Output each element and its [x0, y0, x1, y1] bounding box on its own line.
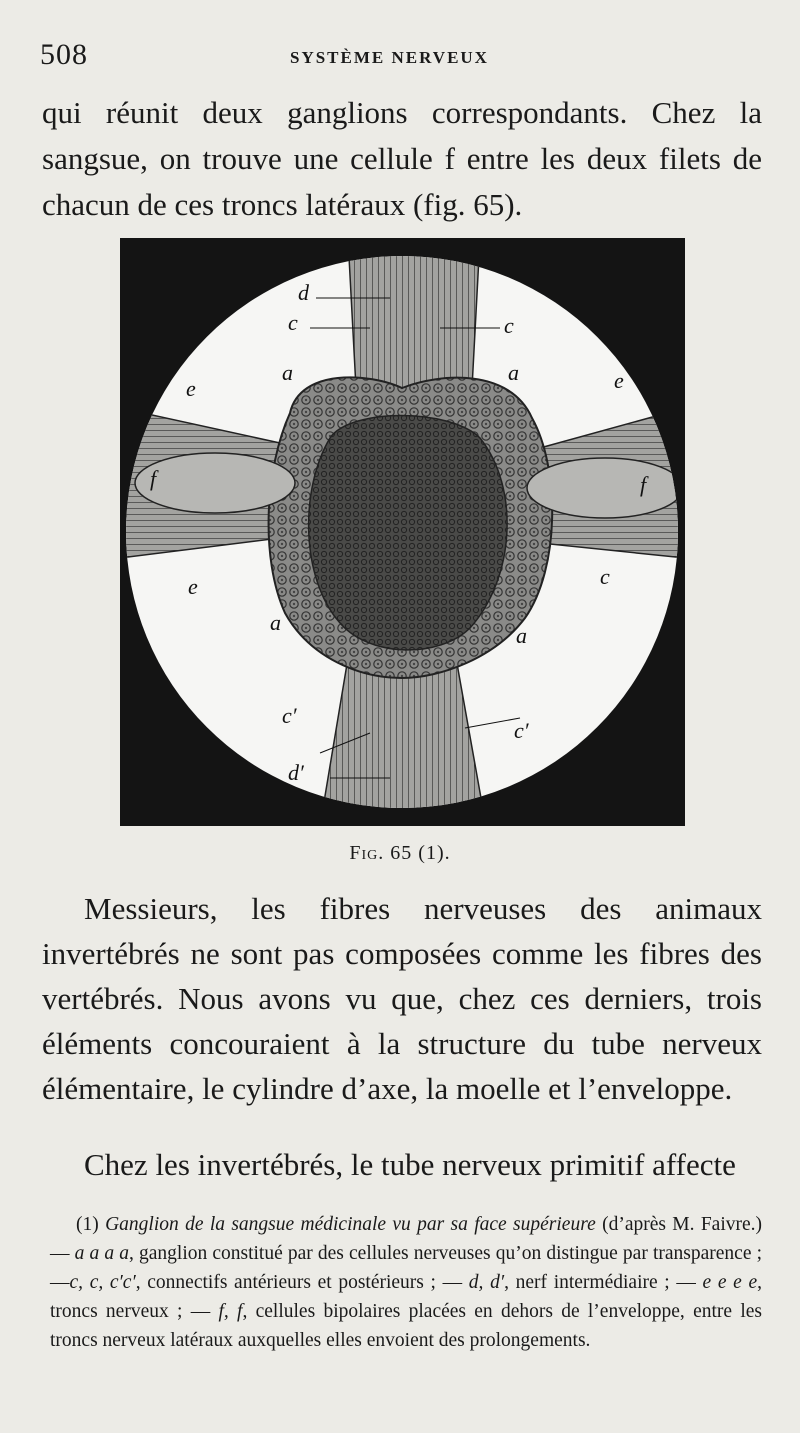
label-c-prime-left: c′ [282, 703, 297, 728]
label-e-left-top: e [186, 376, 196, 401]
footnote-cc: c, c, c′c′ [69, 1272, 136, 1293]
footnote-eeee: e e e e [702, 1272, 758, 1293]
label-a-top-right: a [508, 360, 519, 385]
label-e-left-bottom: e [188, 574, 198, 599]
label-c-right-bottom: c [600, 564, 610, 589]
figure-caption-label: Fig. 65 [349, 842, 413, 864]
footnote-number: (1) [76, 1214, 99, 1235]
label-c-prime-right: c′ [514, 718, 529, 743]
label-a-bottom-right: a [516, 623, 527, 648]
footnote-text-2: , ganglion constitué par des cellules nerveuses qu’on distingue par transparence ;— [50, 1243, 763, 1293]
footnote-dd: d, d′ [468, 1272, 505, 1293]
running-head: SYSTÈME NERVEUX [290, 48, 489, 67]
footnote [50, 1210, 762, 1355]
label-c-top-left: c [288, 310, 298, 335]
paragraph-intro: qui réunit deux ganglions correspondants. Chez la sangsue, on trouve une cellule f entre les deux filets de chacun de ces troncs latéraux (fig. 65). [42, 95, 762, 222]
footnote-title: Ganglion de la sangsue médicinale vu par sa face supérieure [105, 1214, 596, 1235]
footnote-text-6: , cellules bipolaires placées en dehors de l’enveloppe, entre les troncs nerveux latéraux auxquelles elles envoient des prolongements. [50, 1301, 762, 1351]
label-a-top-left: a [282, 360, 293, 385]
label-d-top: d [298, 280, 309, 305]
paragraph-invertebres: Chez les invertébrés, le tube nerveux primitif affecte [84, 1147, 736, 1182]
figure-caption-ref: (1). [418, 842, 451, 864]
paragraph-messieurs: Messieurs, les fibres nerveuses des animaux invertébrés ne sont pas composées comme les fibres des vertébrés. Nous avons vu que, chez ces derniers, trois éléments concouraient à la structure du tube nerveux élémentaire, le cylindre d’axe, la moelle et l’enveloppe. [42, 891, 762, 1106]
ganglion-engraving [120, 238, 685, 826]
footnote-text-3: , connectifs antérieurs et postérieurs ; — [135, 1272, 469, 1293]
page-header [40, 38, 740, 78]
label-d-prime: d′ [288, 760, 304, 785]
label-e-right-top: e [614, 368, 624, 393]
label-f-right: f [640, 472, 647, 497]
footnote-text-5: , troncs nerveux ; — [50, 1272, 763, 1322]
footnote-ff: f, f [218, 1301, 243, 1322]
label-f-left: f [150, 466, 157, 491]
footnote-text-1: (d’après M. Faivre.) — [50, 1214, 763, 1264]
figure-ganglion-illustration [120, 238, 685, 826]
label-a-bottom-left: a [270, 610, 281, 635]
label-c-top-right: c [504, 313, 514, 338]
page-number: 508 [40, 38, 88, 71]
footnote-aaaa: a a a a [74, 1243, 129, 1264]
footnote-text-4: , nerf intermédiaire ; — [504, 1272, 703, 1293]
figure-caption [0, 842, 800, 865]
